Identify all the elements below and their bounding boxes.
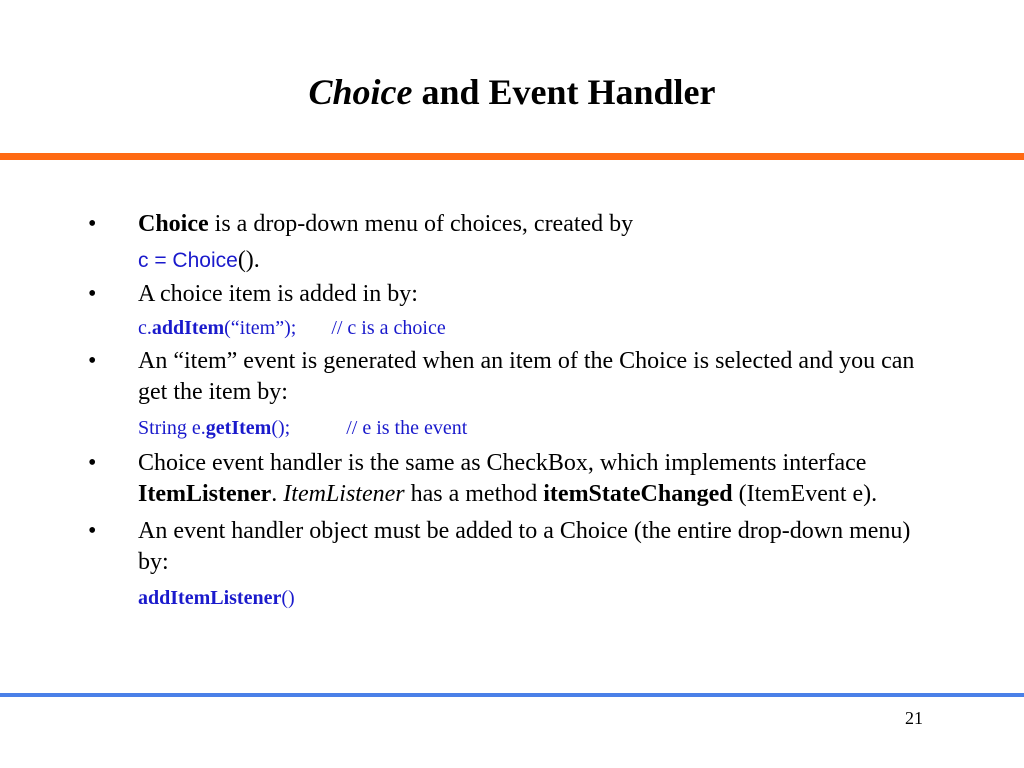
- code-post: ();: [271, 417, 291, 439]
- bullet-bold: Choice: [138, 211, 209, 237]
- bullet-item: [0, 448, 918, 510]
- bullet-marker: •: [88, 518, 97, 544]
- code-line: [0, 578, 1024, 618]
- bullet-item: [0, 279, 918, 310]
- bullet-text: is a drop-down menu of choices, created by: [208, 211, 634, 237]
- code-bold: addItemListener: [138, 587, 282, 609]
- code-pre: c = Choice: [138, 249, 238, 272]
- code-line: [0, 242, 1024, 279]
- code-bold: getItem: [205, 417, 272, 439]
- bullet-text: An event handler object must be added to a Choice (the entire drop-down menu) by:: [138, 518, 911, 575]
- slide-title: [0, 70, 1024, 114]
- bullet-marker: •: [88, 348, 97, 374]
- bullet-item: [0, 516, 918, 578]
- bullet-text: .: [271, 481, 284, 507]
- code-bold: addItem: [151, 317, 225, 339]
- bullet-text: An “item” event is generated when an item of the Choice is selected and you can get the item by:: [138, 348, 915, 405]
- top-divider: [0, 153, 1024, 160]
- code-comment: // e is the event: [346, 417, 468, 439]
- bullet-italic: ItemListener: [283, 481, 405, 507]
- code-comment: // c is a choice: [331, 317, 446, 339]
- code-post: (): [281, 587, 295, 609]
- bullet-item: [0, 209, 918, 240]
- bullet-text: Choice event handler is the same as CheckBox, which implements interface: [138, 450, 867, 476]
- page-number: 21: [905, 708, 923, 728]
- code-post: (“item”);: [224, 317, 297, 339]
- code-post: ().: [237, 247, 260, 273]
- code-line: [0, 310, 1024, 346]
- title-rest: and Event Handler: [412, 72, 716, 112]
- code-line: [0, 408, 1024, 448]
- bullet-bold: itemStateChanged: [543, 481, 733, 507]
- bullet-item: [0, 346, 918, 408]
- bullet-marker: •: [88, 211, 97, 237]
- bullet-text: A choice item is added in by:: [138, 281, 418, 307]
- code-pre: c.: [138, 317, 152, 339]
- code-pre: String e.: [138, 417, 206, 439]
- bullet-text: has a method: [404, 481, 544, 507]
- bullet-text: (ItemEvent e).: [732, 481, 878, 507]
- slide-body: [0, 209, 1024, 618]
- bullet-marker: •: [88, 450, 97, 476]
- bullet-marker: •: [88, 281, 97, 307]
- bottom-divider: [0, 693, 1024, 697]
- title-italic: Choice: [308, 72, 413, 112]
- bullet-bold: ItemListener: [138, 481, 272, 507]
